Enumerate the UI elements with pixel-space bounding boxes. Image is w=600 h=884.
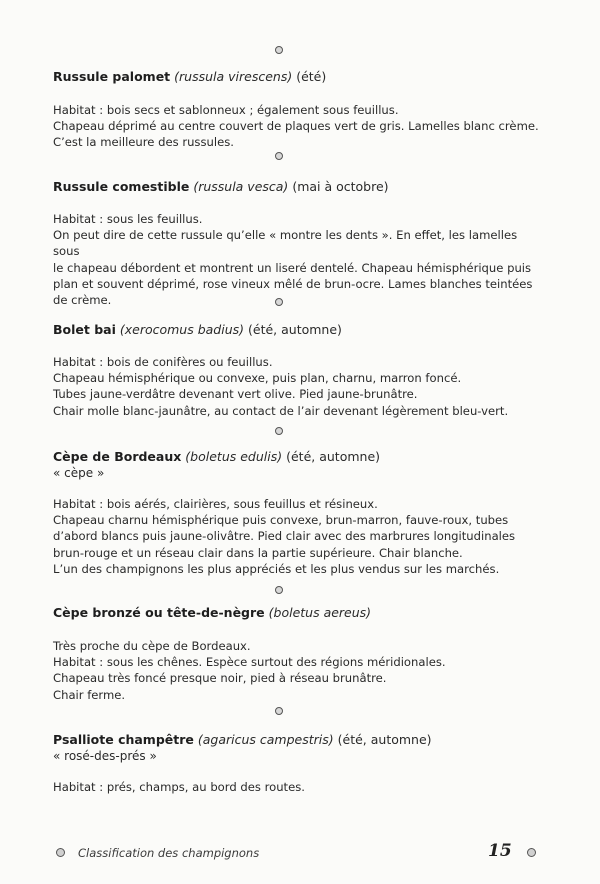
mushroom-entry: [53, 179, 543, 308]
entry-common-name: « cèpe »: [53, 466, 105, 480]
entry-line: de crème.: [53, 293, 112, 308]
entry-line: brun-rouge et un réseau clair dans la partie supérieure. Chair blanche.: [53, 545, 463, 560]
entry-latin-name: (boletus aereus): [268, 605, 372, 620]
entry-name: Russule palomet: [53, 69, 171, 84]
entry-line: Chapeau charnu hémisphérique puis convexe, brun-marron, fauve-roux, tubes: [53, 513, 509, 528]
separator-bullet: [275, 707, 283, 715]
entry-line: Chair molle blanc-jaunâtre, au contact de l’air devenant légèrement bleu-vert.: [53, 403, 509, 418]
entry-description: [53, 638, 543, 703]
entry-description: [53, 496, 543, 577]
entry-line: Très proche du cèpe de Bordeaux.: [53, 639, 251, 653]
footer-bullet-right: [527, 848, 536, 857]
entry-line: d’abord blancs puis jaune-olivâtre. Pied clair avec des marbrures longitudinales: [53, 529, 516, 544]
entry-line: Habitat : bois aérés, clairières, sous feuillus et résineux.: [53, 497, 378, 511]
entry-line: On peut dire de cette russule qu’elle « montre les dents ». En effet, les lamelles sous: [53, 228, 518, 259]
entry-title: [53, 605, 543, 621]
entry-line: plan et souvent déprimé, rose vineux mêlé de brun-ocre. Lames blanches teintées: [53, 276, 533, 291]
entry-line: Chair ferme.: [53, 687, 126, 702]
mushroom-entry: [53, 69, 543, 151]
entry-season: (été, automne): [248, 322, 342, 337]
separator-bullet: [275, 46, 283, 54]
entry-line: Chapeau hémisphérique ou convexe, puis plan, charnu, marron foncé.: [53, 371, 462, 386]
entry-line: C’est la meilleure des russules.: [53, 135, 234, 150]
entry-description: [53, 102, 543, 151]
entry-latin-name: (russula virescens): [174, 69, 293, 84]
entry-season: (été, automne): [286, 449, 381, 464]
entry-description: [53, 354, 543, 419]
entry-name: Psalliote champêtre: [53, 732, 194, 747]
entry-name: Cèpe de Bordeaux: [53, 449, 182, 464]
separator-bullet: [275, 586, 283, 594]
entry-description: [53, 779, 543, 795]
entry-title: [53, 449, 543, 465]
mushroom-entry: [53, 605, 543, 703]
separator-bullet: [275, 427, 283, 435]
entry-line: le chapeau débordent et montrent un liseré dentelé. Chapeau hémisphérique puis: [53, 260, 532, 275]
entry-line: Habitat : sous les feuillus.: [53, 212, 203, 226]
entry-season: (été): [296, 69, 327, 84]
entry-title: [53, 179, 543, 195]
entry-line: Habitat : prés, champs, au bord des routes.: [53, 780, 305, 794]
entry-common-name: « rosé-des-prés »: [53, 749, 157, 763]
entry-line: Chapeau très foncé presque noir, pied à réseau brunâtre.: [53, 671, 387, 686]
entry-latin-name: (agaricus campestris): [197, 732, 334, 747]
entry-name: Cèpe bronzé ou tête-de-nègre: [53, 605, 265, 620]
entry-line: Tubes jaune-verdâtre devenant vert olive. Pied jaune-brunâtre.: [53, 387, 418, 402]
page-number: 15: [488, 841, 512, 861]
entry-latin-name: (boletus edulis): [185, 449, 283, 464]
entry-line: Habitat : sous les chênes. Espèce surtout des régions méridionales.: [53, 655, 446, 670]
separator-bullet: [275, 152, 283, 160]
entry-latin-name: (russula vesca): [193, 179, 289, 194]
mushroom-entry: [53, 449, 543, 577]
entry-name: Russule comestible: [53, 179, 190, 194]
footer-section-title: Classification des champignons: [78, 846, 260, 860]
entry-title: [53, 732, 543, 748]
mushroom-entry: [53, 732, 543, 795]
entry-season: (mai à octobre): [292, 179, 389, 194]
mushroom-entry: [53, 322, 543, 419]
entry-line: Chapeau déprimé au centre couvert de plaques vert de gris. Lamelles blanc crème.: [53, 119, 539, 134]
entry-latin-name: (xerocomus badius): [119, 322, 245, 337]
entry-title: [53, 69, 543, 85]
footer-bullet-left: [56, 848, 65, 857]
entry-description: [53, 211, 543, 308]
entry-name: Bolet bai: [53, 322, 116, 337]
entry-line: L’un des champignons les plus appréciés et les plus vendus sur les marchés.: [53, 561, 500, 576]
entry-season: (été, automne): [337, 732, 432, 747]
entry-line: Habitat : bois secs et sablonneux ; également sous feuillus.: [53, 103, 399, 117]
entry-line: Habitat : bois de conifères ou feuillus.: [53, 355, 273, 369]
entry-title: [53, 322, 543, 338]
